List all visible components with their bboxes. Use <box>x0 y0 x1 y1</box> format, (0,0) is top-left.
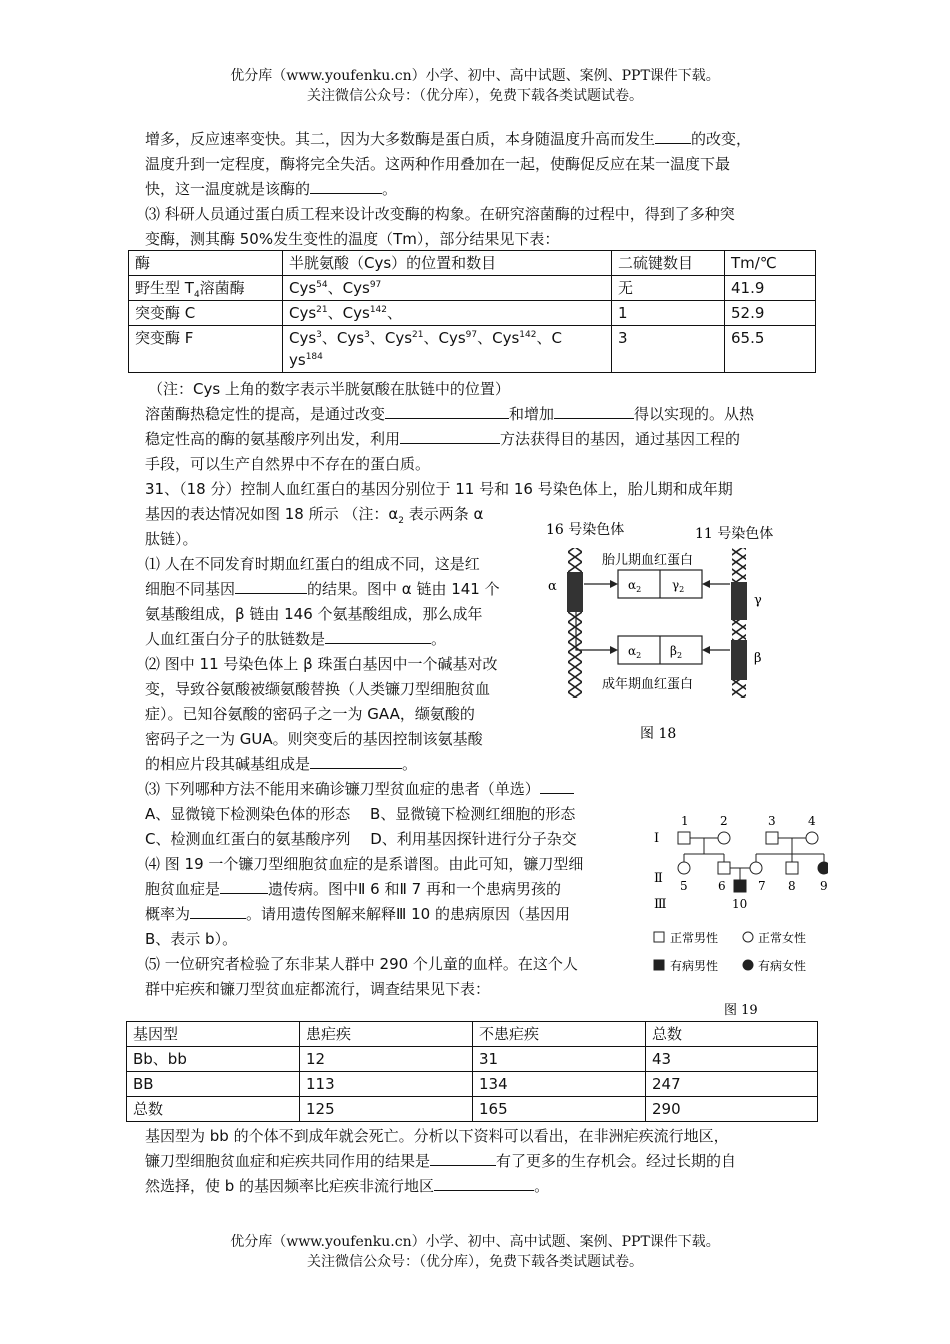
fetal-hemoglobin-label: 胎儿期血红蛋白 <box>602 553 694 568</box>
beta-gene-label: β <box>754 651 762 666</box>
individual-8-number: 8 <box>788 879 796 893</box>
intro-text: 增多，反应速率变快。其二，因为大多数酶是蛋白质，本身随温度升高而发生 <box>145 130 656 148</box>
page-footer <box>0 1232 950 1272</box>
individual-5-number: 5 <box>680 879 688 893</box>
table-header-cell: 半胱氨酸（Cys）的位置和数目 <box>283 251 612 276</box>
beta-gene-block <box>731 640 747 680</box>
legend-normal-male-label: 正常男性 <box>670 931 719 945</box>
chromosome-16 <box>568 548 582 698</box>
answer-blank <box>235 577 307 594</box>
table-cell: Cys$^{21}$、Cys$^{142}$、 <box>283 301 612 326</box>
individual-2-normal-female <box>718 832 730 844</box>
table-header-cell: 患疟疾 <box>300 1022 473 1047</box>
individual-3-normal-male <box>766 832 778 844</box>
table-row <box>129 301 816 326</box>
individual-1-normal-male <box>678 832 690 844</box>
option-cd: C、检测血红蛋白的氨基酸序列 D、利用基因探针进行分子杂交 <box>145 830 577 848</box>
q31-parts-3-5: ⑶ 下列哪种方法不能用来确诊镰刀型贫血症的患者（单选） A、显微镜下检测染色体的形态 B、显微镜下检测红细胞的形态 C、检测血红蛋白的氨基酸序列 D、利用基因探针进行分子杂交 ⑷ 图 19 一个镰刀型细胞贫血症的是系谱图。由此可知，镰刀型细 胞贫血症是 遗传病。图中Ⅱ 6 和Ⅱ 7 再和一个患病男孩的 概率为 。请用遗传图解来解释Ⅲ 10 的患病原因（基因用 B、表示 b）。 ⑸ 一位研究者检验了东非某人群中 290 个儿童的血样。在这个人 群中疟疾和镰刀型贫血症都流行，调查结果见下表： <box>145 777 655 1002</box>
footer-line-2: 关注微信公众号：（优分库），免费下载各类试题试卷。 <box>307 1254 643 1270</box>
adult-alpha2: $\alpha_2$ <box>628 644 642 660</box>
legend-affected-female-symbol <box>743 960 753 970</box>
table-cell: 165 <box>473 1097 646 1122</box>
table-row <box>127 1047 818 1072</box>
table-cell: 41.9 <box>725 276 816 301</box>
table-cell: 突变酶 C <box>129 301 283 326</box>
individual-4-normal-female <box>806 832 818 844</box>
answer-blank <box>430 1149 496 1166</box>
legend-affected-male-label: 有病男性 <box>670 959 719 973</box>
individual-5-normal-female <box>678 862 690 874</box>
table-header-cell: 总数 <box>646 1022 818 1047</box>
answer-blank <box>655 127 691 144</box>
individual-7-number: 7 <box>758 879 766 893</box>
table-cell: 12 <box>300 1047 473 1072</box>
answer-blank <box>385 402 509 419</box>
q31-part-5: ⑸ 一位研究者检验了东非某人群中 290 个儿童的血样。在这个人 <box>145 955 578 973</box>
table-cell: 65.5 <box>725 326 816 373</box>
individual-7-normal-female <box>750 862 762 874</box>
page-header <box>0 66 950 106</box>
answer-blank <box>190 902 246 919</box>
table-cell: 43 <box>646 1047 818 1072</box>
individual-10-affected-male <box>734 880 746 892</box>
individual-8-normal-male <box>786 862 798 874</box>
question-3-text: 变酶，测其酶 50%发生变性的温度（Tm），部分结果见下表： <box>145 230 560 248</box>
adult-hemoglobin-label: 成年期血红蛋白 <box>602 677 694 692</box>
table-note: （注：Cys 上角的数字表示半胱氨酸在肽链中的位置） <box>148 380 510 398</box>
intro-text: 。 <box>382 180 398 198</box>
table-cell: Cys$^3$、Cys$^3$、Cys$^{21}$、Cys$^{97}$、Cys$^{142}$、C $ys^{184}$ <box>283 326 612 373</box>
table-cell: 31 <box>473 1047 646 1072</box>
table-header-cell: 二硫键数目 <box>612 251 725 276</box>
table-cell: 1 <box>612 301 725 326</box>
individual-1-number: 1 <box>681 814 689 828</box>
malaria-table <box>126 1021 818 1122</box>
individual-6-normal-male <box>718 862 730 874</box>
legend-normal-female-symbol <box>743 932 753 942</box>
answer-blank <box>434 1174 534 1191</box>
table-row <box>127 1097 818 1122</box>
figure-18-caption: 图 18 <box>640 726 677 742</box>
table-cell: 125 <box>300 1097 473 1122</box>
individual-3-number: 3 <box>768 814 776 828</box>
table-row <box>127 1072 818 1097</box>
intro-paragraph <box>145 127 810 252</box>
q31-part-4: ⑷ 图 19 一个镰刀型细胞贫血症的是系谱图。由此可知，镰刀型细 <box>145 855 584 873</box>
figure-18-hemoglobin-diagram <box>540 512 820 747</box>
legend-normal-male-symbol <box>654 932 664 942</box>
table-cell: Bb、bb <box>127 1047 300 1072</box>
generation-II: Ⅱ <box>654 871 663 886</box>
gamma-gene-label: γ <box>754 593 762 608</box>
q31-part-1: ⑴ 人在不同发育时期血红蛋白的组成不同，这是红 <box>145 555 480 573</box>
table-cell: 无 <box>612 276 725 301</box>
table-header-cell: Tm/℃ <box>725 251 816 276</box>
answer-blank <box>540 777 574 794</box>
table-cell: 突变酶 F <box>129 326 283 373</box>
header-line-1: 优分库（www.youfenku.cn）小学、初中、高中试题、案例、PPT课件下载。 <box>230 68 720 84</box>
individual-10-number: 10 <box>732 897 748 911</box>
chr16-label: 16 号染色体 <box>546 522 625 538</box>
answer-blank <box>325 627 431 644</box>
table-cell: 113 <box>300 1072 473 1097</box>
answer-blank <box>400 427 500 444</box>
q31-part-2: ⑵ 图中 11 号染色体上 β 珠蛋白基因中一个碱基对改 <box>145 655 498 673</box>
header-line-2: 关注微信公众号：（优分库），免费下载各类试题试卷。 <box>307 88 643 104</box>
table-header-cell: 基因型 <box>127 1022 300 1047</box>
answer-blank <box>220 877 268 894</box>
answer-blank <box>310 177 382 194</box>
fetal-alpha2: $\alpha_2$ <box>628 578 642 594</box>
alpha-gene-block <box>567 572 583 612</box>
generation-I: Ⅰ <box>654 831 660 846</box>
table-cell: 总数 <box>127 1097 300 1122</box>
legend-affected-female-label: 有病女性 <box>758 959 807 973</box>
individual-9-number: 9 <box>820 879 828 893</box>
table-cell: BB <box>127 1072 300 1097</box>
table-cell: 野生型 $T_4$溶菌酶 <box>129 276 283 301</box>
intro-text: 温度升到一定程度，酶将完全失活。这两种作用叠加在一起，使酶促反应在某一温度下最 <box>145 155 731 173</box>
individual-9-affected-female <box>818 862 828 874</box>
table-row <box>129 276 816 301</box>
chr11-label: 11 号染色体 <box>695 526 774 542</box>
q3-followup: 溶菌酶热稳定性的提高，是通过改变 和增加 得以实现的。从热 稳定性高的酶的氨基酸序列出发，利用 方法获得目的基因，通过基因工程的 手段，可以生产自然界中不存在的蛋白质。 31、（18 分）控制人血红蛋白的基因分别位于 11 号和 16 号染色体上，胎儿期和成年期 <box>145 402 810 502</box>
ending-paragraph: 基因型为 bb 的个体不到成年就会死亡。分析以下资料可以看出，在非洲疟疾流行地区， 镰刀型细胞贫血症和疟疾共同作用的结果是 有了更多的生存机会。经过长期的自 然选择，使 b 的基因频率比疟疾非流行地区 。 <box>145 1127 737 1195</box>
table-header-cell: 酶 <box>129 251 283 276</box>
question-31-text: 31、（18 分）控制人血红蛋白的基因分别位于 11 号和 16 号染色体上，胎儿期和成年期 <box>145 480 733 498</box>
fetal-gamma2: $\gamma_2$ <box>672 578 685 594</box>
table-header-row <box>127 1022 818 1047</box>
q31-part-3: ⑶ 下列哪种方法不能用来确诊镰刀型贫血症的患者（单选） <box>145 780 540 798</box>
question-31-body: 基因的表达情况如图 18 所示 （注：$\alpha_2$ 表示两条 α 肽链）。 ⑴ 人在不同发育时期血红蛋白的组成不同，这是红 细胞不同基因 的结果。图中 α 链由 141 个 氨基酸组成，β 链由 146 个氨基酸组成，那么成年 人血红蛋白分子的肽链数是 。 ⑵ 图中 11 号染色体上 β 珠蛋白基因中一个碱基对改 变，导致谷氨酸被缬氨酸替换（人类镰刀型细胞贫血 症）。已知谷氨酸的密码子之一为 GAA，缬氨酸的 密码子之一为 GUA。则突变后的基因控制该氨基酸 的相应片段其碱基组成是 。 <box>145 502 540 777</box>
table-cell: Cys$^{54}$、Cys$^{97}$ <box>283 276 612 301</box>
generation-III: Ⅲ <box>654 897 667 912</box>
table-note-and-followup <box>148 377 813 402</box>
gamma-gene-block <box>731 582 747 620</box>
intro-text: 的改变， <box>691 130 752 148</box>
question-3-text: ⑶ 科研人员通过蛋白质工程来设计改变酶的构象。在研究溶菌酶的过程中，得到了多种突 <box>145 205 735 223</box>
enzyme-table <box>128 250 816 373</box>
table-cell: 134 <box>473 1072 646 1097</box>
legend-normal-female-label: 正常女性 <box>758 931 807 945</box>
table-cell: 52.9 <box>725 301 816 326</box>
legend-affected-male-symbol <box>654 960 664 970</box>
table-row <box>129 326 816 373</box>
table-cell: 290 <box>646 1097 818 1122</box>
intro-text: 快，这一温度就是该酶的 <box>145 180 311 198</box>
individual-2-number: 2 <box>720 814 728 828</box>
figure-19-caption: 图 19 <box>724 1003 758 1018</box>
alpha-gene-label: α <box>548 579 557 594</box>
table-cell: 3 <box>612 326 725 373</box>
footer-line-1: 优分库（www.youfenku.cn）小学、初中、高中试题、案例、PPT课件下载。 <box>230 1234 720 1250</box>
option-ab: A、显微镜下检测染色体的形态 B、显微镜下检测红细胞的形态 <box>145 805 576 823</box>
individual-6-number: 6 <box>718 879 726 893</box>
adult-beta2: $\beta_2$ <box>670 644 683 660</box>
table-header-row <box>129 251 816 276</box>
figure-19-pedigree <box>648 810 828 1025</box>
table-cell: 247 <box>646 1072 818 1097</box>
answer-blank <box>310 752 402 769</box>
individual-4-number: 4 <box>808 814 816 828</box>
table-header-cell: 不患疟疾 <box>473 1022 646 1047</box>
answer-blank <box>554 402 634 419</box>
